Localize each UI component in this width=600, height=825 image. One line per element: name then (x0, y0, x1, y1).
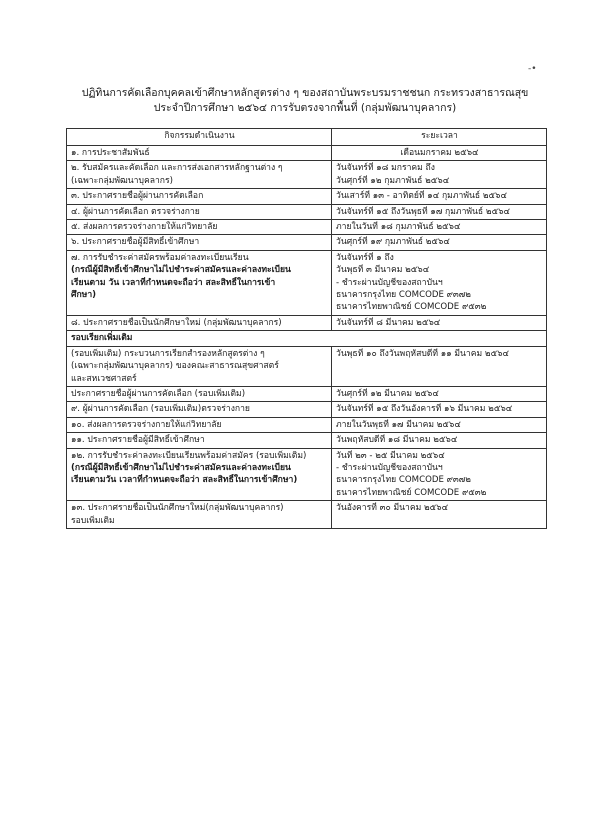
activity-note-line: (กรณีผู้มีสิทธิ์เข้าศึกษาไม่ไปชำระค่าสมัครและค่าลงทะเบียน (71, 462, 291, 473)
activity-cell (67, 448, 332, 501)
table-row (67, 433, 547, 448)
period-line: วันจันทร์ที่ ๑๘ มกราคม ถึง (336, 163, 435, 174)
activity-cell (67, 386, 332, 401)
period-line: ธนาคารไทยพาณิชย์ COMCODE ๙๕๓๒ (336, 487, 487, 498)
activity-line: (เฉพาะกลุ่มพัฒนาบุคลากร) (71, 175, 173, 186)
activity-cell (67, 235, 332, 250)
activity-note-line: (กรณีผู้มีสิทธิ์เข้าศึกษาไม่ไปชำระค่าสมัครและค่าลงทะเบียน (71, 265, 291, 276)
period-cell (332, 161, 547, 189)
document-title-line-1: ปฏิทินการคัดเลือกบุคคลเข้าศึกษาหลักสูตรต่าง ๆ ของสถาบันพระบรมราชชนก กระทรวงสาธารณสุข (81, 87, 529, 99)
schedule-rows (67, 146, 547, 529)
period-line: ธนาคารไทยพาณิชย์ COMCODE ๙๕๓๒ (336, 302, 487, 313)
activity-note-line: ศึกษา) (71, 290, 97, 301)
document-title-line-2: ประจำปีการศึกษา ๒๕๖๔ การรับตรงจากพื้นที่ (กลุ่มพัฒนาบุคลากร) (153, 102, 457, 114)
period-line: วันเสาร์ที่ ๑๓ - อาทิตย์ที่ ๑๔ กุมภาพันธ์ ๒๕๖๔ (336, 191, 507, 202)
period-cell (332, 386, 547, 401)
period-line: วันจันทร์ที่ ๑๕ ถึงวันพุธที่ ๑๗ กุมภาพันธ์ ๒๕๖๔ (336, 206, 511, 217)
table-row (67, 189, 547, 204)
header-period: ระยะเวลา (332, 129, 547, 146)
activity-cell (67, 189, 332, 204)
activity-line: (รอบเพิ่มเติม) กระบวนการเรียกสำรองหลักสูตรต่าง ๆ (71, 348, 265, 359)
period-line: วันจันทร์ที่ ๑ ถึง (336, 252, 394, 263)
table-row (67, 346, 547, 386)
section-row (67, 331, 547, 346)
activity-note-line: เรียนตามวัน เวลาที่กำหนดจะถือว่า สละสิทธิ์ในการเข้าศึกษา) (71, 475, 298, 486)
activity-cell (67, 161, 332, 189)
schedule-table (66, 128, 547, 529)
period-line: วันจันทร์ที่ ๘ มีนาคม ๒๕๖๔ (336, 317, 441, 328)
corner-mark: -• (528, 64, 537, 74)
table-row (67, 386, 547, 401)
period-line: - ชำระผ่านบัญชีของสถาบันฯ (336, 277, 443, 288)
activity-line: ๑๑. ประกาศรายชื่อผู้มีสิทธิ์เข้าศึกษา (71, 435, 205, 446)
activity-line: ๔. ผู้ผ่านการคัดเลือก ตรวจร่างกาย (71, 206, 200, 217)
period-cell (332, 501, 547, 529)
table-row (67, 250, 547, 315)
period-line: วันพุธที่ ๓ มีนาคม ๒๕๖๔ (336, 265, 430, 276)
activity-line: ๕. ส่งผลการตรวจร่างกายให้แก่วิทยาลัย (71, 222, 218, 233)
table-row (67, 448, 547, 501)
table-row (67, 235, 547, 250)
table-row (67, 161, 547, 189)
activity-line: ๑. การประชาสัมพันธ์ (71, 148, 150, 158)
activity-line: ๓. ประกาศรายชื่อผู้ผ่านการคัดเลือก (71, 191, 204, 202)
period-line: วันพฤหัสบดีที่ ๑๘ มีนาคม ๒๕๖๔ (336, 435, 458, 446)
activity-cell (67, 220, 332, 235)
activity-line: ๑๓. ประกาศรายชื่อเป็นนักศึกษาใหม่(กลุ่มพัฒนาบุคลากร) (71, 503, 284, 514)
period-cell (332, 189, 547, 204)
activity-line: ๑๒. การรับชำระค่าลงทะเบียนเรียนพร้อมค่าสมัคร (รอบเพิ่มเติม) (71, 450, 307, 461)
period-cell (332, 204, 547, 219)
activity-line: ๒. รับสมัครและคัดเลือก และการส่งเอกสารหลักฐานต่าง ๆ (71, 163, 283, 174)
period-cell (332, 315, 547, 330)
period-cell (332, 250, 547, 315)
period-cell (332, 433, 547, 448)
period-cell (332, 235, 547, 250)
activity-cell (67, 501, 332, 529)
activity-line: (เฉพาะกลุ่มพัฒนาบุคลากร) ของคณะสาธารณสุขศาสตร์ (71, 361, 279, 372)
table-header-row (67, 129, 547, 146)
period-line: ภายในวันที่ ๑๘ กุมภาพันธ์ ๒๕๖๔ (336, 222, 461, 233)
table-row (67, 146, 547, 161)
activity-cell (67, 146, 332, 161)
table-row (67, 402, 547, 417)
period-line: วันอังคารที่ ๓๐ มีนาคม ๒๕๖๔ (336, 503, 449, 514)
section-label: รอบเรียกเพิ่มเติม (67, 331, 547, 346)
activity-line: ๑๐. ส่งผลการตรวจร่างกายให้แก่วิทยาลัย (71, 419, 222, 430)
activity-cell (67, 204, 332, 219)
activity-cell (67, 315, 332, 330)
activity-line: ๘. ประกาศรายชื่อเป็นนักศึกษาใหม่ (กลุ่มพัฒนาบุคลากร) (71, 317, 282, 328)
period-cell (332, 417, 547, 432)
header-activity: กิจกรรมดำเนินงาน (67, 129, 332, 146)
period-line: วันศุกร์ที่ ๑๒ กุมภาพันธ์ ๒๕๖๔ (336, 175, 450, 186)
table-row (67, 220, 547, 235)
table-row (67, 204, 547, 219)
period-line: ธนาคารกรุงไทย COMCODE ๙๓๗๒ (336, 475, 471, 486)
period-cell (332, 448, 547, 501)
activity-line: ๖. ประกาศรายชื่อผู้มีสิทธิ์เข้าศึกษา (71, 237, 200, 248)
period-line: วันที่ ๒๓ - ๒๕ มีนาคม ๒๕๖๔ (336, 450, 445, 461)
activity-cell (67, 433, 332, 448)
activity-line: ๗. การรับชำระค่าสมัครพร้อมค่าลงทะเบียนเรียน (71, 252, 249, 263)
activity-line: ประกาศรายชื่อผู้ผ่านการคัดเลือก (รอบเพิ่มเติม) (71, 388, 246, 399)
period-cell (332, 346, 547, 386)
activity-cell (67, 417, 332, 432)
activity-note-line: เรียนตาม วัน เวลาที่กำหนดจะถือว่า สละสิทธิ์ในการเข้า (71, 277, 276, 288)
period-cell (332, 146, 547, 161)
period-line: - ชำระผ่านบัญชีของสถาบันฯ (336, 462, 443, 473)
activity-line: ๙. ผู้ผ่านการคัดเลือก (รอบเพิ่มเติม)ตรวจร่างกาย (71, 404, 250, 415)
table-row (67, 501, 547, 529)
activity-cell (67, 346, 332, 386)
activity-line: รอบเพิ่มเติม (71, 515, 115, 526)
activity-cell (67, 250, 332, 315)
period-cell (332, 402, 547, 417)
period-line: วันจันทร์ที่ ๑๕ ถึงวันอังคารที่ ๑๖ มีนาคม ๒๕๖๔ (336, 404, 513, 415)
activity-cell (67, 402, 332, 417)
period-line: วันศุกร์ที่ ๑๙ กุมภาพันธ์ ๒๕๖๔ (336, 237, 450, 248)
table-row (67, 315, 547, 330)
period-line: วันศุกร์ที่ ๑๒ มีนาคม ๒๕๖๔ (336, 388, 439, 399)
period-line: วันพุธที่ ๑๐ ถึงวันพฤหัสบดีที่ ๑๑ มีนาคม ๒๕๖๔ (336, 348, 510, 359)
table-row (67, 417, 547, 432)
period-line: เดือนมกราคม ๒๕๖๔ (400, 148, 479, 158)
period-line: ธนาคารกรุงไทย COMCODE ๙๓๗๒ (336, 290, 471, 301)
period-cell (332, 220, 547, 235)
activity-line: และสหเวชศาสตร์ (71, 373, 137, 384)
period-line: ภายในวันพุธที่ ๑๗ มีนาคม ๒๕๖๔ (336, 419, 461, 430)
